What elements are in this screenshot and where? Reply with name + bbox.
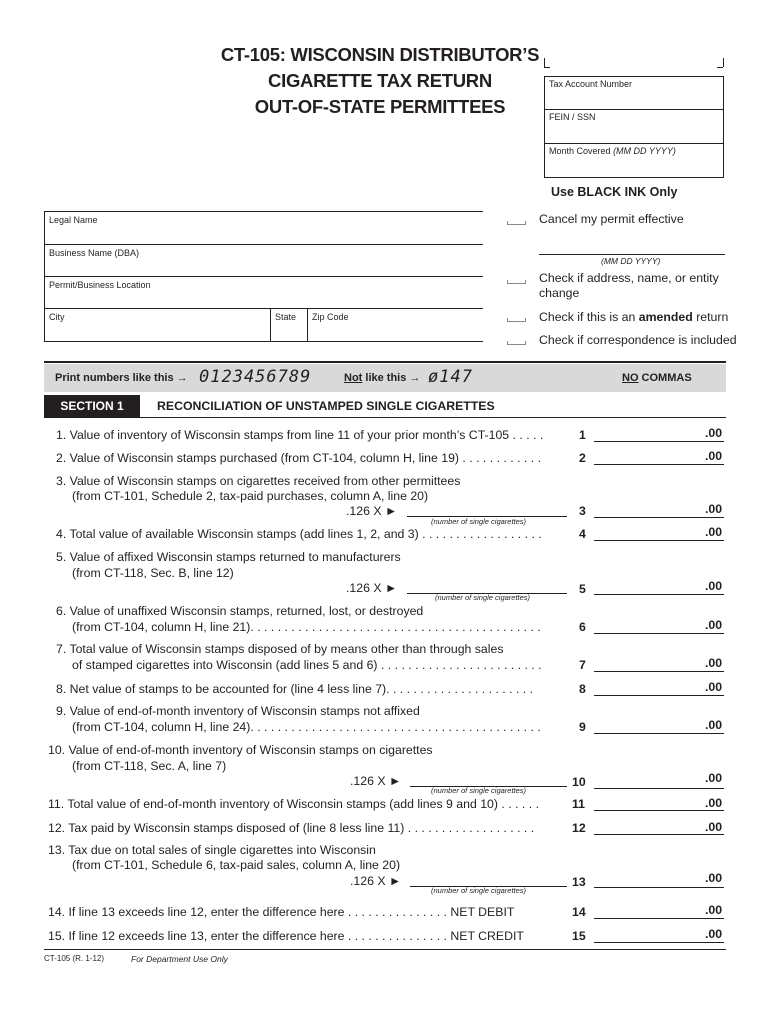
line-9-source: (from CT-104, column H, line 24). . . . . . . . . . . . . . . . . . . . . . . . . . . . . . . . . . . . . . . . . . . [72, 720, 541, 734]
line-11-input[interactable] [594, 810, 724, 811]
line-3-text: 3. Value of Wisconsin stamps on cigarettes received from other permittees [56, 474, 461, 488]
no-commas-label [622, 372, 692, 384]
month-covered-label: Month Covered [549, 146, 611, 156]
amended-return-checkbox[interactable] [507, 318, 526, 322]
corner-mark [544, 58, 545, 67]
line-5-source: (from CT-118, Sec. B, line 12) [72, 566, 234, 580]
black-ink-note: Use BLACK INK Only [551, 185, 678, 199]
line-6-input[interactable] [594, 633, 724, 634]
line-9-cents: .00 [705, 718, 723, 732]
section-tag: SECTION 1 [44, 395, 140, 417]
line-10-cigarettes-caption: (number of single cigarettes) [431, 786, 527, 795]
business-name-field[interactable]: Business Name (DBA) [49, 248, 140, 258]
line-13-text: 13. Tax due on total sales of single cigarettes into Wisconsin [48, 843, 376, 857]
line-5-input[interactable] [594, 594, 724, 595]
line-5-cigarettes-caption: (number of single cigarettes) [435, 593, 531, 602]
line-1-number: 1 [579, 428, 586, 442]
address-change-label: Check if address, name, or entity [539, 271, 719, 285]
taxpayer-box-border [307, 308, 308, 341]
city-field[interactable]: City [49, 312, 65, 322]
month-covered-field[interactable] [549, 146, 676, 156]
correspondence-label: Check if correspondence is included [539, 333, 737, 347]
line-4-text: 4. Total value of available Wisconsin stamps (add lines 1, 2, and 3) . . . . . . . . . . . . . . . . . . [56, 527, 542, 541]
line-11-cents: .00 [705, 796, 723, 810]
line-14-cents: .00 [705, 903, 723, 917]
footer-rule [44, 949, 726, 950]
not-label: Not [344, 372, 363, 384]
line-1-cents: .00 [705, 426, 723, 440]
line-2-text: 2. Value of Wisconsin stamps purchased (from CT-104, column H, line 19) . . . . . . . . . . . . [56, 451, 542, 465]
line-10-rate: .126 X ► [350, 774, 402, 788]
taxpayer-box-border [44, 341, 483, 342]
line-13-number: 13 [572, 875, 586, 889]
line-12-cents: .00 [705, 820, 723, 834]
cancel-date-format: (MM DD YYYY) [601, 256, 661, 266]
line-12-number: 12 [572, 821, 586, 835]
line-5-cents: .00 [705, 579, 723, 593]
department-use-label: For Department Use Only [131, 954, 228, 964]
line-5-rate: .126 X ► [346, 581, 398, 595]
line-1-text: 1. Value of inventory of Wisconsin stamps from line 11 of your prior month’s CT-105 . . . . . [56, 428, 544, 442]
taxpayer-box-border [44, 308, 483, 309]
address-change-label-2: change [539, 286, 580, 300]
line-3-cents: .00 [705, 502, 723, 516]
cancel-permit-label: Cancel my permit effective [539, 212, 684, 226]
line-13-cigarettes-caption: (number of single cigarettes) [431, 886, 527, 895]
line-15-input[interactable] [594, 942, 724, 943]
line-4-cents: .00 [705, 525, 723, 539]
form-title-line-3: OUT-OF-STATE PERMITTEES [254, 96, 506, 117]
section-title: RECONCILIATION OF UNSTAMPED SINGLE CIGARETTES [157, 399, 495, 413]
line-7-text: 7. Total value of Wisconsin stamps disposed of by means other than through sales [56, 642, 504, 656]
line-14-number: 14 [572, 905, 586, 919]
form-revision: CT-105 (R. 1-12) [44, 954, 105, 963]
corner-mark [723, 58, 724, 67]
line-13-cents: .00 [705, 871, 723, 885]
section-rule [44, 417, 726, 418]
month-covered-format: (MM DD YYYY) [613, 146, 676, 156]
fein-ssn-field[interactable]: FEIN / SSN [549, 112, 596, 122]
rule [44, 361, 726, 363]
line-13-input[interactable] [594, 887, 724, 888]
legal-name-field[interactable]: Legal Name [49, 215, 98, 225]
line-2-input[interactable] [594, 464, 724, 465]
line-10-text: 10. Value of end-of-month inventory of Wisconsin stamps on cigarettes [48, 743, 433, 757]
line-3-cigarettes-caption: (number of single cigarettes) [431, 517, 527, 526]
id-box-border [544, 109, 724, 110]
line-8-number: 8 [579, 682, 586, 696]
line-3-input[interactable] [594, 517, 724, 518]
line-15-number: 15 [572, 929, 586, 943]
line-9-text: 9. Value of end-of-month inventory of Wisconsin stamps not affixed [56, 704, 420, 718]
id-box-border [544, 76, 724, 77]
line-14-text: 14. If line 13 exceeds line 12, enter the difference here . . . . . . . . . . . . . . . NET DEBIT [48, 905, 515, 919]
address-change-checkbox[interactable] [507, 280, 526, 284]
correspondence-checkbox[interactable] [507, 341, 526, 345]
line-13-source: (from CT-101, Schedule 6, tax-paid sales, column A, line 20) [72, 858, 401, 872]
line-12-text: 12. Tax paid by Wisconsin stamps disposed of (line 8 less line 11) . . . . . . . . . . . . . . . . . . . [48, 821, 535, 835]
line-9-input[interactable] [594, 733, 724, 734]
line-3-source: (from CT-101, Schedule 2, tax-paid purchases, column A, line 20) [72, 489, 429, 503]
line-8-text: 8. Net value of stamps to be accounted for (line 4 less line 7). . . . . . . . . . . . . . . . . . . . . . [56, 682, 534, 696]
not-like-label [344, 372, 420, 384]
line-7-number: 7 [579, 658, 586, 672]
taxpayer-box-border [44, 276, 483, 277]
id-box-border [544, 143, 724, 144]
corner-mark [717, 67, 723, 68]
line-4-number: 4 [579, 527, 586, 541]
line-5-text: 5. Value of affixed Wisconsin stamps returned to manufacturers [56, 550, 401, 564]
line-6-source: (from CT-104, column H, line 21). . . . . . . . . . . . . . . . . . . . . . . . . . . . . . . . . . . . . . . . . . . [72, 620, 541, 634]
line-10-input[interactable] [594, 788, 724, 789]
not-like-text: like this → [362, 372, 421, 384]
line-7-text-2: of stamped cigarettes into Wisconsin (add lines 5 and 6) . . . . . . . . . . . . . . . . . . . . . . . . [72, 658, 542, 672]
amended-post: return [692, 310, 729, 324]
corner-mark [544, 67, 550, 68]
line-3-rate: .126 X ► [346, 504, 398, 518]
line-3-number: 3 [579, 504, 586, 518]
line-9-number: 9 [579, 720, 586, 734]
form-title-line-2: CIGARETTE TAX RETURN [268, 70, 492, 91]
line-6-text: 6. Value of unaffixed Wisconsin stamps, returned, lost, or destroyed [56, 604, 424, 618]
taxpayer-box-border [44, 211, 483, 212]
state-field[interactable]: State [275, 312, 297, 322]
cancel-permit-checkbox[interactable] [507, 221, 526, 225]
amended-pre: Check if this is an [539, 310, 639, 324]
line-10-cents: .00 [705, 771, 723, 785]
line-10-source: (from CT-118, Sec. A, line 7) [72, 759, 227, 773]
id-box-border [544, 76, 545, 177]
form-title-line-1: CT-105: WISCONSIN DISTRIBUTOR’S [220, 44, 540, 65]
line-7-cents: .00 [705, 656, 723, 670]
line-6-cents: .00 [705, 618, 723, 632]
business-location-field[interactable]: Permit/Business Location [49, 280, 151, 290]
line-13-rate: .126 X ► [350, 874, 402, 888]
line-15-cents: .00 [705, 927, 723, 941]
amended-bold: amended [638, 310, 693, 324]
amended-return-label [539, 310, 728, 324]
line-5-number: 5 [579, 582, 586, 596]
commas-label: COMMAS [638, 372, 692, 384]
line-8-cents: .00 [705, 680, 723, 694]
id-box-border [544, 177, 724, 178]
id-box-border [723, 76, 724, 177]
line-8-input[interactable] [594, 695, 724, 696]
tax-account-number-field[interactable]: Tax Account Number [549, 79, 633, 89]
bad-digits: ø147 [428, 367, 473, 387]
line-11-text: 11. Total value of end-of-month inventory of Wisconsin stamps (add lines 9 and 10) . . . . . . [48, 797, 539, 811]
line-15-text: 15. If line 12 exceeds line 13, enter the difference here . . . . . . . . . . . . . . . NET CREDIT [48, 929, 524, 943]
line-6-number: 6 [579, 620, 586, 634]
line-14-input[interactable] [594, 918, 724, 919]
taxpayer-box-border [270, 308, 271, 341]
taxpayer-box-border [44, 244, 483, 245]
line-10-number: 10 [572, 775, 586, 789]
line-2-number: 2 [579, 451, 586, 465]
print-like-label: Print numbers like this → [55, 372, 188, 384]
no-label: NO [622, 372, 639, 384]
zip-code-field[interactable]: Zip Code [312, 312, 349, 322]
line-4-input[interactable] [594, 540, 724, 541]
line-2-cents: .00 [705, 449, 723, 463]
line-11-number: 11 [572, 797, 585, 811]
line-7-input[interactable] [594, 671, 724, 672]
cancel-date-line[interactable] [539, 254, 725, 255]
line-1-input[interactable] [594, 441, 724, 442]
sample-digits: 0123456789 [199, 367, 312, 387]
line-12-input[interactable] [594, 834, 724, 835]
